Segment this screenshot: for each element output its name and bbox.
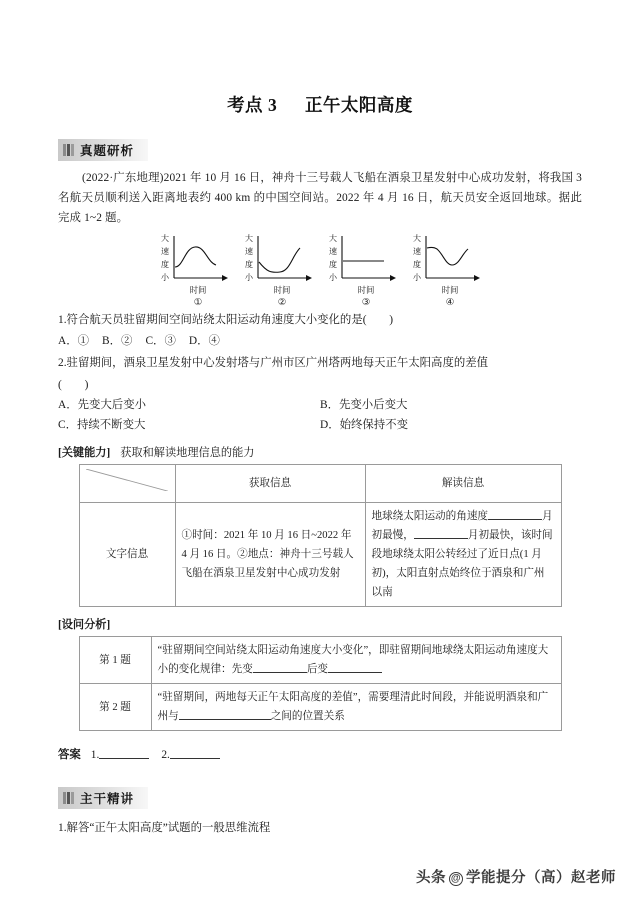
section-header-label: 主干精讲 [80,792,135,807]
fill-blank-q1-b[interactable] [328,662,382,673]
y-label-large: 大 [328,234,338,243]
option-d[interactable] [189,331,220,351]
answer-2-number: 2. [161,749,170,762]
question-analysis-table [79,636,562,731]
q1-analysis-part-2: 后变 [306,664,329,676]
question-1-text: 符合航天员驻留期间空间站绕太阳运动角速度大小变化的是( ) [66,314,394,326]
answer-row [58,745,582,765]
diagram-2 [244,234,312,308]
y-label-small: 小 [244,273,254,282]
diagram-3-y-labels [328,234,338,282]
diagonal-line-icon [86,469,169,491]
question-2 [58,353,582,373]
diagram-2-plot [254,234,312,286]
section-header-exam-analysis [58,139,148,161]
y-label-speed-1: 速 [412,247,422,256]
option-b[interactable] [320,395,582,415]
answer-1-blank[interactable] [99,748,149,759]
question-2-text: 驻留期间，酒泉卫星发射中心发射塔与广州市区广州塔两地每天正午太阳高度的差值 [66,357,489,369]
fill-blank-q2[interactable] [179,709,271,720]
interpret-part-2: 月初最慢， [371,511,553,542]
option-a[interactable] [58,331,89,351]
bars-icon [63,144,74,156]
option-b-value: 先变小后变大 [339,399,408,411]
bars-icon [63,792,74,804]
question-1-number: 1. [58,314,67,326]
table-header-acquire: 获取信息 [175,465,365,503]
question-2-options-row-2 [58,415,582,435]
diagram-2-x-label: 时间 [273,286,291,295]
table-header-interpret: 解读信息 [365,465,561,503]
row-label-text-info: 文字信息 [79,503,175,607]
title-main: 正午太阳高度 [304,95,413,115]
title-prefix: 考点 [227,95,264,115]
option-d-value: 始终保持不变 [339,419,408,431]
key-ability-bracket-label: [关键能力] [58,447,111,459]
question-1 [58,310,582,330]
y-label-large: 大 [244,234,254,243]
cell-question-2-analysis [151,684,561,731]
option-c-key: C． [58,419,77,431]
option-b-value: ② [121,335,133,347]
question-analysis-bracket-label: [设问分析] [58,619,111,632]
key-ability-heading [58,444,582,460]
option-d-key: D． [320,419,340,431]
q1-analysis-part-1: “驻留期间空间站绕太阳运动角速度大小变化”，即驻留期间地球绕太阳运动角速度大小的变化规律：先变 [157,645,549,676]
at-sign-icon: @ [450,873,462,884]
table-header-row [79,465,561,503]
cell-acquire-info: ①时间：2021 年 10 月 16 日~2022 年 4 月 16 日。②地点：神舟十三号载人飞船在酒泉卫星发射中心成功发射 [175,503,365,607]
option-c-key: C． [145,335,165,347]
option-a-key: A． [58,399,78,411]
diagram-3-plot [338,234,396,286]
y-label-large: 大 [412,234,422,243]
option-c-value: ③ [164,335,176,347]
watermark [416,866,616,887]
key-ability-table [79,464,562,607]
row-label-question-2: 第 2 题 [79,684,151,731]
interpret-part-1: 地球绕太阳运动的角速度 [371,511,489,523]
option-b-key: B． [102,335,122,347]
option-a-value: ① [77,335,90,347]
core-lecture-item-1 [58,818,582,838]
section-header-label: 真题研析 [80,144,135,158]
fill-blank-1[interactable] [488,509,542,520]
option-c-value: 持续不断变大 [77,419,146,431]
cell-interpret-info [365,503,561,607]
option-d-value: ④ [208,335,220,347]
watermark-name: 学能提分（高）赵老师 [466,870,616,886]
diagram-4-x-label: 时间 [441,286,459,295]
watermark-prefix: 头条 [416,870,446,886]
option-c[interactable] [58,415,320,435]
question-analysis-heading [58,616,582,632]
option-a-value: 先变大后变小 [77,399,146,411]
section-header-core-lecture [58,787,148,809]
row-label-question-1: 第 1 题 [79,637,151,684]
question-2-number: 2. [58,357,67,369]
title-number: 3 [267,95,278,115]
diagram-1-plot [170,234,228,286]
option-b-key: B． [320,399,339,411]
core-lecture-item-text: 解答“正午太阳高度”试题的一般思维流程 [66,822,271,835]
y-label-speed-2: 度 [160,260,170,269]
y-label-speed-1: 速 [328,247,338,256]
cell-question-1-analysis [151,637,561,684]
y-label-speed-2: 度 [412,260,422,269]
stem-paragraph [58,168,582,228]
diagram-1 [160,234,228,308]
table-corner-cell [79,465,175,503]
interpret-part-3: 月初最快，该时间段地球绕太阳公转经过了近日点(1 月初)，太阳直射点始终位于酒泉和广州以南 [371,530,553,599]
y-label-large: 大 [160,234,170,243]
diagram-3 [328,234,396,308]
option-b[interactable] [102,331,132,351]
table-row [79,503,561,607]
diagram-4 [412,234,480,308]
core-lecture-item-number: 1. [58,822,67,835]
diagram-1-index: ① [193,298,203,308]
diagram-3-index: ③ [361,298,371,308]
question-2-options-row-1 [58,395,582,415]
q2-analysis-part-1: “驻留期间，两地每天正午太阳高度的差值”，需要理清此时间段，并能说明酒泉和广州与 [157,692,549,723]
y-label-speed-1: 速 [244,247,254,256]
y-label-small: 小 [328,273,338,282]
fill-blank-2[interactable] [414,528,468,539]
y-label-small: 小 [412,273,422,282]
question-2-answer-bracket: ( ) [58,379,89,391]
answer-label: 答案 [58,749,81,762]
option-d[interactable] [320,415,582,435]
fill-blank-q1-a[interactable] [253,662,307,673]
q2-analysis-part-2: 之间的位置关系 [270,711,345,723]
question-1-options [58,331,582,351]
diagram-1-x-label: 时间 [189,286,207,295]
y-label-speed-2: 度 [328,260,338,269]
option-a[interactable] [58,395,320,415]
option-a-key: A． [58,335,78,347]
stem-source: (2022·广东地理) [82,172,164,184]
diagram-4-index: ④ [445,298,455,308]
key-ability-description: 获取和解读地理信息的能力 [120,447,255,459]
diagram-3-x-label: 时间 [357,286,375,295]
diagram-2-y-labels [244,234,254,282]
option-c[interactable] [145,331,175,351]
table-row [79,684,561,731]
diagram-2-index: ② [277,298,287,308]
option-d-key: D． [188,335,209,347]
y-label-speed-2: 度 [244,260,254,269]
answer-2-blank[interactable] [170,748,220,759]
page-title [58,0,582,117]
y-label-small: 小 [160,273,170,282]
diagram-4-y-labels [412,234,422,282]
diagram-4-plot [422,234,480,286]
diagram-1-y-labels [160,234,170,282]
y-label-speed-1: 速 [160,247,170,256]
answer-1-number: 1. [90,749,100,762]
stem-text: 2021 年 10 月 16 日，神舟十三号载人飞船在酒泉卫星发射中心成功发射，将我国 3 名航天员顺利送入距离地表约 400 km 的中国空间站。2022 年 4 月 16 日，航天员安全返回地球。据此完成 1~2 题。 [58,172,582,224]
table-row [79,637,561,684]
speed-time-diagrams [58,234,582,308]
